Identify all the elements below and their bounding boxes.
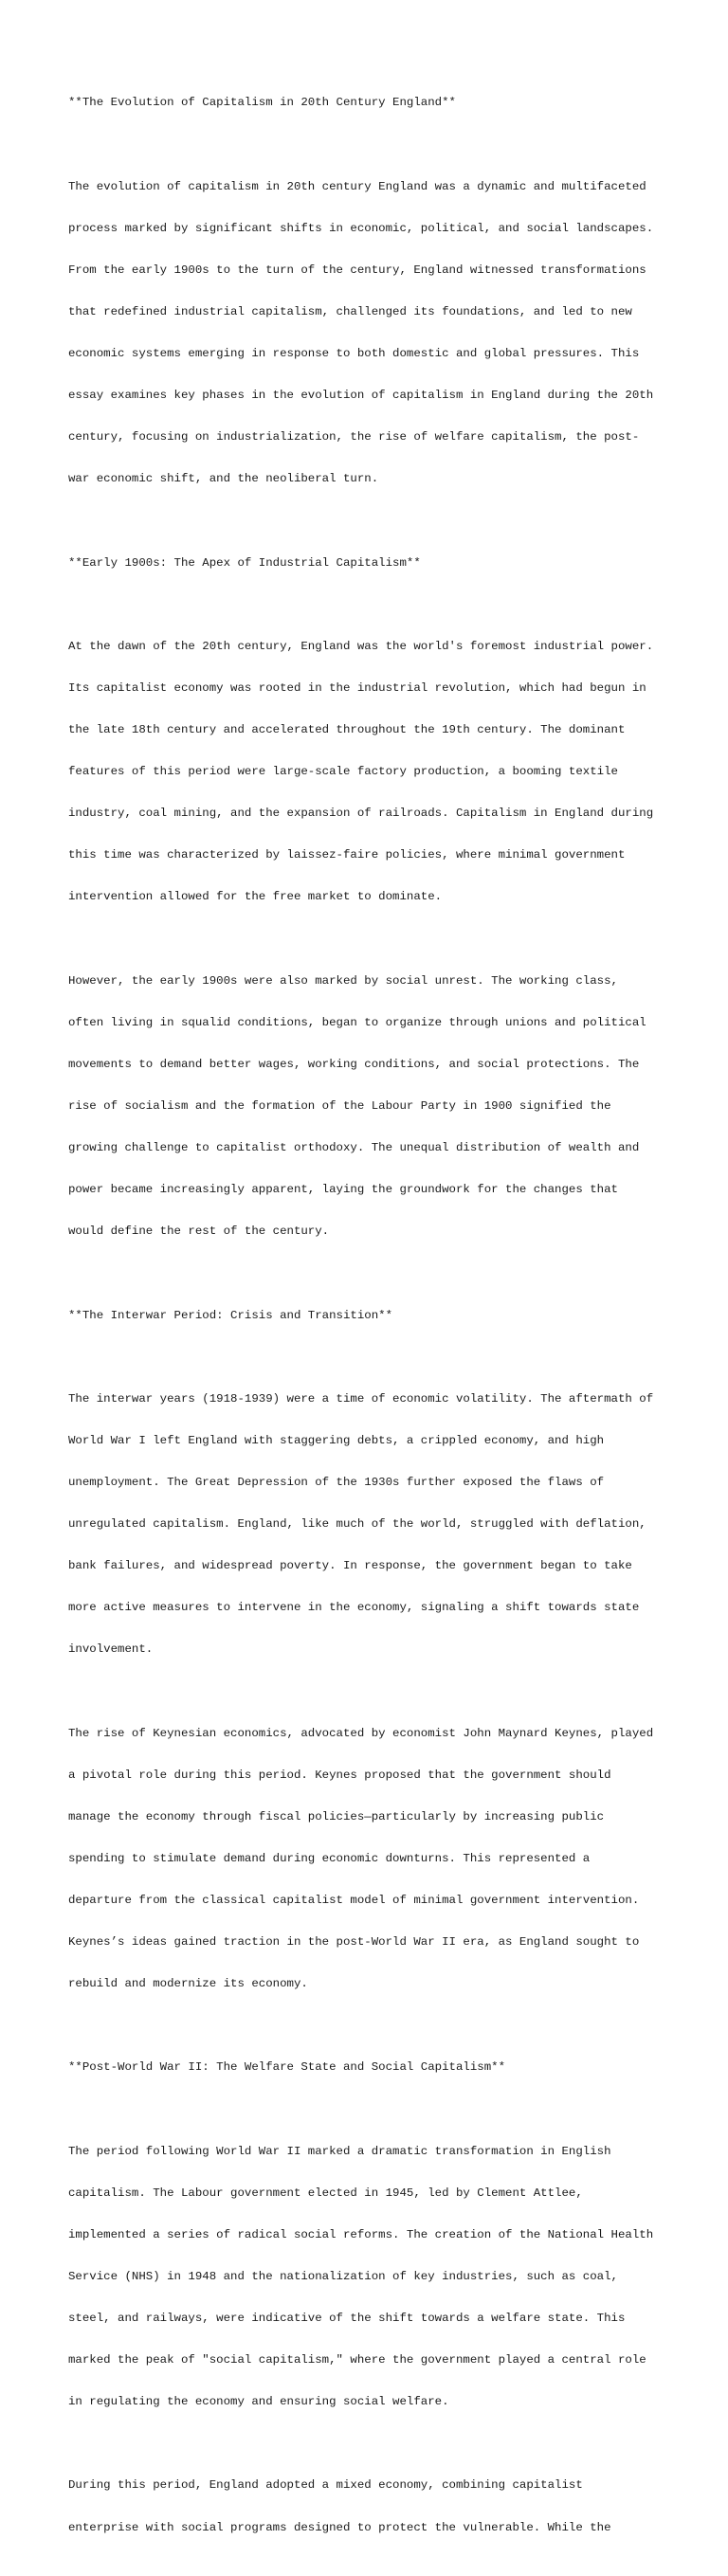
text-line: At the dawn of the 20th century, England was the world's foremost industrial power. bbox=[68, 639, 654, 653]
text-line: often living in squalid conditions, began to organize through unions and political bbox=[68, 1015, 646, 1029]
text-line: However, the early 1900s were also marked by social unrest. The working class, bbox=[68, 973, 618, 988]
text-line: this time was characterized by laissez-faire policies, where minimal government bbox=[68, 848, 626, 862]
intro-paragraph bbox=[68, 152, 675, 514]
text-line: capitalism. The Labour government elected in 1945, led by Clement Attlee, bbox=[68, 2186, 583, 2200]
body-paragraph bbox=[68, 2116, 675, 2437]
text-line: From the early 1900s to the turn of the century, England witnessed transformations bbox=[68, 263, 646, 277]
essay-title bbox=[68, 68, 675, 138]
text-line: a pivotal role during this period. Keynes proposed that the government should bbox=[68, 1768, 611, 1782]
text-line: spending to stimulate demand during economic downturns. This represented a bbox=[68, 1851, 591, 1865]
text-line: Keynes’s ideas gained traction in the post-World War II era, as England sought to bbox=[68, 1935, 640, 1950]
text-line: implemented a series of radical social reforms. The creation of the National Health bbox=[68, 2227, 654, 2241]
text-line: essay examines key phases in the evolution of capitalism in England during the 20th bbox=[68, 389, 654, 403]
text-line: unregulated capitalism. England, like much of the world, struggled with deflation, bbox=[68, 1517, 646, 1532]
text-line: rise of socialism and the formation of the Labour Party in 1900 signified the bbox=[68, 1098, 611, 1113]
text-line: war economic shift, and the neoliberal turn. bbox=[68, 472, 379, 486]
text-line: economic systems emerging in response to both domestic and global pressures. This bbox=[68, 347, 640, 361]
text-line: departure from the classical capitalist model of minimal government intervention. bbox=[68, 1894, 640, 1907]
text-line: **The Interwar Period: Crisis and Transition** bbox=[68, 1308, 393, 1322]
text-line: features of this period were large-scale factory production, a booming textile bbox=[68, 765, 618, 779]
text-line: movements to demand better wages, working conditions, and social protections. The bbox=[68, 1057, 640, 1071]
text-line: involvement. bbox=[68, 1642, 154, 1657]
text-line: power became increasingly apparent, laying the groundwork for the changes that bbox=[68, 1183, 618, 1197]
section-heading-post-war bbox=[68, 2033, 675, 2103]
body-paragraph bbox=[68, 1698, 675, 2019]
text-line: marked the peak of "social capitalism," where the government played a central role bbox=[68, 2353, 646, 2367]
text-line: steel, and railways, were indicative of the shift towards a welfare state. This bbox=[68, 2312, 626, 2326]
body-paragraph bbox=[68, 2451, 675, 2563]
text-line: During this period, England adopted a mixed economy, combining capitalist bbox=[68, 2478, 583, 2493]
text-line: The period following World War II marked a dramatic transformation in English bbox=[68, 2144, 611, 2158]
text-line: Service (NHS) in 1948 and the nationalization of key industries, such as coal, bbox=[68, 2269, 618, 2283]
text-line: The interwar years (1918-1939) were a time of economic volatility. The aftermath of bbox=[68, 1391, 654, 1406]
text-line: The rise of Keynesian economics, advocated by economist John Maynard Keynes, played bbox=[68, 1726, 654, 1740]
body-paragraph bbox=[68, 946, 675, 1266]
text-line: Its capitalist economy was rooted in the industrial revolution, which had begun in bbox=[68, 680, 646, 695]
text-line: industry, coal mining, and the expansion of railroads. Capitalism in England during bbox=[68, 807, 654, 821]
text-line: World War I left England with staggering debts, a crippled economy, and high bbox=[68, 1433, 605, 1447]
body-paragraph bbox=[68, 611, 675, 932]
text-line: manage the economy through fiscal policies—particularly by increasing public bbox=[68, 1809, 605, 1823]
text-line: **Early 1900s: The Apex of Industrial Capitalism** bbox=[68, 555, 421, 570]
text-line: **Post-World War II: The Welfare State and Social Capitalism** bbox=[68, 2060, 506, 2075]
text-line: growing challenge to capitalist orthodoxy. The unequal distribution of wealth and bbox=[68, 1141, 640, 1155]
text-line: intervention allowed for the free market to dominate. bbox=[68, 890, 443, 904]
text-line: rebuild and modernize its economy. bbox=[68, 1977, 308, 1991]
text-line: bank failures, and widespread poverty. In response, the government began to take bbox=[68, 1559, 632, 1573]
section-heading-interwar bbox=[68, 1280, 675, 1351]
text-line: that redefined industrial capitalism, challenged its foundations, and led to new bbox=[68, 304, 632, 318]
text-line: enterprise with social programs designed to protect the vulnerable. While the bbox=[68, 2520, 611, 2534]
text-line: unemployment. The Great Depression of the 1930s further exposed the flaws of bbox=[68, 1475, 605, 1489]
text-line: The evolution of capitalism in 20th century England was a dynamic and multifaceted bbox=[68, 179, 646, 193]
text-line: **The Evolution of Capitalism in 20th Century England** bbox=[68, 96, 456, 110]
text-line: the late 18th century and accelerated throughout the 19th century. The dominant bbox=[68, 723, 626, 736]
document-page bbox=[68, 68, 675, 2576]
section-heading-early-1900s bbox=[68, 528, 675, 598]
text-line: in regulating the economy and ensuring social welfare. bbox=[68, 2395, 449, 2409]
text-line: would define the rest of the century. bbox=[68, 1225, 330, 1239]
body-paragraph bbox=[68, 1364, 675, 1684]
text-line: process marked by significant shifts in economic, political, and social landscapes. bbox=[68, 221, 654, 235]
text-line: century, focusing on industrialization, the rise of welfare capitalism, the post- bbox=[68, 430, 640, 444]
text-line: more active measures to intervene in the economy, signaling a shift towards state bbox=[68, 1601, 640, 1615]
